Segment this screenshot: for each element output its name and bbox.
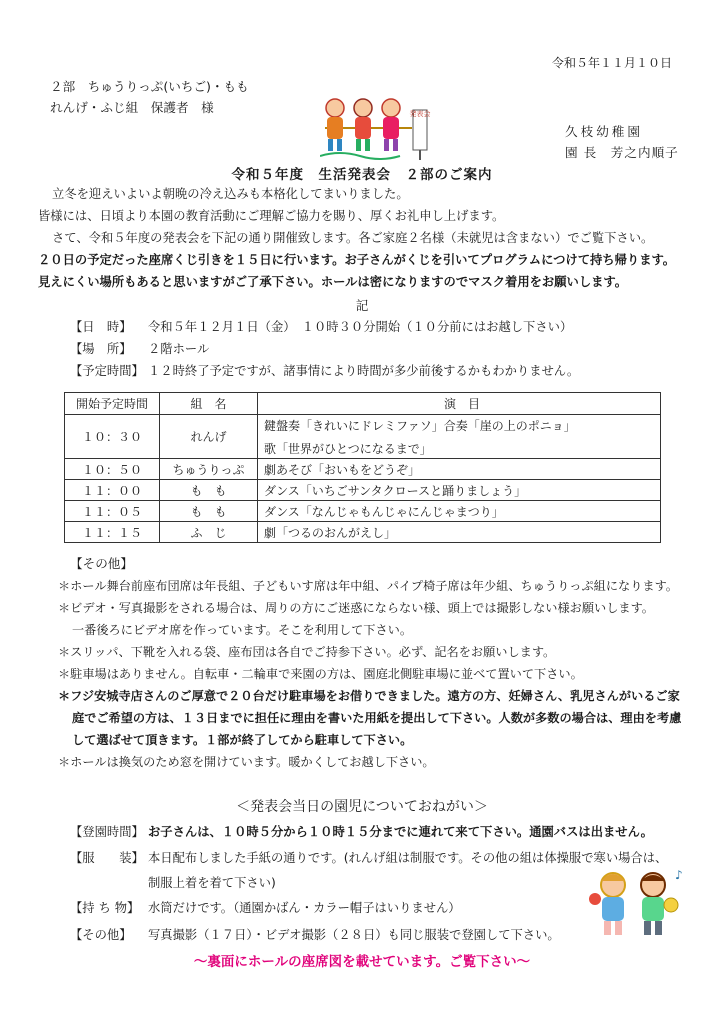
info-label: 【場 所】 <box>70 342 132 356</box>
note-line: 庭でご希望の方は、１３日までに担任に理由を書いた用紙を提出して下さい。人数が多数の場合は、理由を考慮 <box>72 711 682 725</box>
request-value: 水筒だけです。（通園かばん・カラー帽子はいりません） <box>148 901 461 915</box>
column-header: 開始予定時間 <box>65 393 160 415</box>
paragraph: 見えにくい場所もあると思いますがご了承下さい。ホールは密になりますのでマスク着用をお願いします。 <box>38 275 628 289</box>
group-cell: も も <box>160 480 258 501</box>
time-cell: １０：３０ <box>65 415 160 459</box>
program-cell: ダンス「いちごサンタクロースと踊りましょう」 <box>258 480 661 501</box>
other-heading: 【その他】 <box>70 556 133 571</box>
info-end <box>70 361 579 379</box>
info-label: 【予定時間】 <box>70 364 144 378</box>
program-cell: ダンス「なんじゃもんじゃにんじゃまつり」 <box>258 501 661 522</box>
program-cell <box>258 415 661 459</box>
time-cell: １１：１５ <box>65 522 160 543</box>
paragraph: さて、令和５年度の発表会を下記の通り開催致します。各ご家庭２名様（未就児は含まない）でご覧下さい。 <box>52 231 654 245</box>
addressee-line-1: ２部 ちゅうりっぷ(いちご)・もも <box>50 79 249 94</box>
table-row <box>65 415 661 459</box>
info-value: ２階ホール <box>148 342 210 356</box>
children-pulling-rope-illustration <box>320 90 435 162</box>
program-line: 鍵盤奏「きれいにドレミファソ」合奏「崖の上のポニョ」 <box>264 418 576 433</box>
group-cell: ふ じ <box>160 522 258 543</box>
request-value: 写真撮影（１７日）・ビデオ撮影（２８日）も同じ服装で登園して下さい。 <box>148 928 560 942</box>
table-row <box>65 459 661 480</box>
schedule-table <box>64 392 661 543</box>
column-header: 演 目 <box>258 393 661 415</box>
request-other <box>70 925 560 943</box>
school-name: 久枝幼稚園 <box>565 124 643 139</box>
footer-notice: ～裏面にホールの座席図を載せています。ご覧下さい～ <box>193 954 531 970</box>
info-place <box>70 339 209 357</box>
request-clothes-cont: 制服上着を着て下さい) <box>148 876 276 890</box>
info-value: 令和５年１２月１日（金） １０時３０分開始（１０分前にはお越し下さい） <box>148 320 573 334</box>
principal-name: 園 長 芳之内順子 <box>565 145 679 160</box>
group-cell: も も <box>160 501 258 522</box>
page-title: 令和５年度 生活発表会 ２部のご案内 <box>231 167 493 183</box>
request-label: 【その他】 <box>70 928 132 942</box>
note-line: ＊ホール舞台前座布団席は年長組、子どもいす席は年中組、パイプ椅子席は年少組、ちゅうりっぷ組になります。 <box>58 579 678 593</box>
letter-date: 令和５年１１月１０日 <box>551 56 672 70</box>
time-cell: １１：０５ <box>65 501 160 522</box>
note-line: 一番後ろにビデオ席を作っています。そこを利用して下さい。 <box>72 623 413 637</box>
info-value: １２時終了予定ですが、諸事情により時間が多少前後するかもわかりません。 <box>148 364 580 378</box>
program-line: 歌「世界がひとつになるまで」 <box>264 441 432 456</box>
table-header-row <box>65 393 661 415</box>
time-cell: １１：００ <box>65 480 160 501</box>
note-line: ＊スリッパ、下靴を入れる袋、座布団は各自でご持参下さい。必ず、記名をお願いします。 <box>58 645 556 659</box>
program-cell: 劇「つるのおんがえし」 <box>258 522 661 543</box>
group-cell: ちゅうりっぷ <box>160 459 258 480</box>
group-cell: れんげ <box>160 415 258 459</box>
column-header: 組 名 <box>160 393 258 415</box>
request-label: 【服 装】 <box>70 851 144 865</box>
table-row <box>65 480 661 501</box>
note-line: して選ばせて頂きます。１部が終了してから駐車して下さい。 <box>72 733 413 747</box>
addressee-line-2: れんげ・ふじ組 保護者 様 <box>50 100 214 115</box>
paragraph: 立冬を迎えいよいよ朝晩の冷え込みも本格化してまいりました。 <box>52 187 409 201</box>
ki-marker: 記 <box>355 298 369 313</box>
time-cell: １０：５０ <box>65 459 160 480</box>
request-label: 【登園時間】 <box>70 825 144 839</box>
request-value: 本日配布しました手紙の通りです。(れんげ組は制服です。その他の組は体操服で寒い場合は、 <box>148 851 668 865</box>
request-clothes <box>70 848 667 866</box>
children-music-illustration <box>585 865 685 940</box>
note-line: ＊フジ安城寺店さんのご厚意で２０台だけ駐車場をお借りできました。遠方の方、妊婦さん、乳児さんがいるご家 <box>58 689 680 703</box>
request-label: 【持 ち 物】 <box>70 901 140 915</box>
info-date <box>70 317 572 335</box>
request-items <box>70 898 461 916</box>
paragraph: 皆様には、日頃より本園の教育活動にご理解ご協力を賜り、厚くお礼申し上げます。 <box>38 209 505 223</box>
note-line: ＊駐車場はありません。自転車・二輪車で来園の方は、園庭北側駐車場に並べて置いて下さい。 <box>58 667 583 681</box>
sign-text: 発表会 <box>409 110 431 118</box>
info-label: 【日 時】 <box>70 320 132 334</box>
requests-heading: ＜発表会当日の園児についておねがい＞ <box>236 799 488 815</box>
program-cell: 劇あそび「おいもをどうぞ」 <box>258 459 661 480</box>
paragraph: ２０日の予定だった座席くじ引きを１５日に行います。お子さんがくじを引いてプログラムにつけて持ち帰ります。 <box>38 253 676 267</box>
request-arrival <box>70 822 653 840</box>
table-row <box>65 501 661 522</box>
note-line: ＊ホールは換気のため窓を開けています。暖かくしてお越し下さい。 <box>58 755 435 769</box>
request-value: お子さんは、１０時５分から１０時１５分までに連れて来て下さい。通園バスは出ません。 <box>148 825 653 839</box>
note-line: ＊ビデオ・写真撮影をされる場合は、周りの方にご迷惑にならない様、頭上では撮影しない様お願いします。 <box>58 601 654 615</box>
table-row <box>65 522 661 543</box>
svg-text:♪: ♪ <box>675 868 683 882</box>
